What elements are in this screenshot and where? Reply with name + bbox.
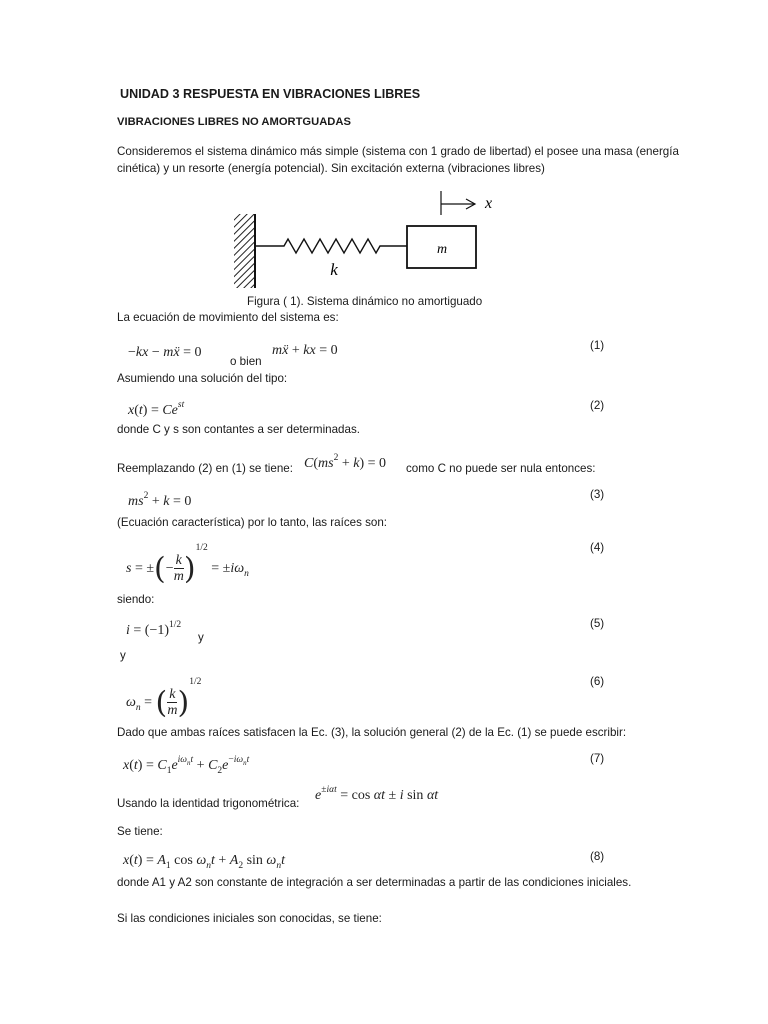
o-bien-text: o bien [230, 355, 262, 368]
paragraph-dado: Dado que ambas raíces satisfacen la Ec. (3), la solución general (2) de la Ec. (1) se puede escribir: [117, 726, 627, 739]
equation-number-2: (2) [590, 399, 605, 412]
paragraph-assume: Asumiendo una solución del tipo: [117, 372, 288, 385]
equation-number-8: (8) [590, 850, 605, 863]
equation-1a: −kx − mẍ = 0 [128, 345, 202, 360]
intro-paragraph-line-1: Consideremos el sistema dinámico más simple (sistema con 1 grado de libertad) el posee una masa (energía [117, 145, 679, 158]
equation-euler-identity: $e^{\pm i\alpha t} = \cos \alpha t \pm i$ sin αt [315, 785, 439, 803]
equation-1b: mẍ + kx = 0 [272, 343, 338, 358]
equation-4: s = ±(− $\frac{k}{m}$ )$^{1/2} = \pm i\omega_n$ [126, 543, 249, 587]
y-text-1: y [198, 631, 204, 644]
page-title: UNIDAD 3 RESPUESTA EN VIBRACIONES LIBRES [120, 87, 421, 101]
intro-paragraph-line-2: cinética) y un resorte (energía potencial). Sin excitación externa (vibraciones libres) [117, 162, 545, 175]
equation-7: $x(t) = C_1e^{i\omega_nt} + C_2e^{-i\omega_nt}$ [123, 755, 250, 776]
equation-number-5: (5) [590, 617, 605, 630]
y-text-2: y [120, 649, 126, 662]
displacement-label: x [485, 195, 493, 212]
equation-6: $\omega_n$ = ( $\frac{k}{m}$ )$^{1/2}$ [126, 677, 202, 721]
equation-number-6: (6) [590, 675, 605, 688]
paragraph-condiciones: Si las condiciones iniciales son conocidas, se tiene: [117, 912, 382, 925]
equation-number-3: (3) [590, 488, 605, 501]
spring-label: k [330, 260, 338, 279]
paragraph-como-c: como C no puede ser nula entonces: [406, 462, 596, 475]
equation-8: $x(t) = A_1$ $\cos \omega_nt + A_2$ $\sin \omega_nt$ [123, 853, 285, 871]
mass-label: m [436, 242, 448, 257]
equation-number-4: (4) [590, 541, 605, 554]
section-subtitle: VIBRACIONES LIBRES NO AMORTGUADAS [117, 116, 351, 128]
paragraph-siendo: siendo: [117, 593, 155, 606]
figure-caption: Figura ( 1). Sistema dinámico no amortiguado [247, 295, 483, 308]
spring [255, 239, 407, 253]
paragraph-se-tiene: Se tiene: [117, 825, 163, 838]
paragraph-motion: La ecuación de movimiento del sistema es: [117, 311, 339, 324]
equation-number-7: (7) [590, 752, 605, 765]
spring-mass-figure [230, 188, 510, 293]
paragraph-caracteristica: (Ecuación característica) por lo tanto, las raíces son: [117, 516, 387, 529]
fixed-wall [234, 214, 254, 288]
equation-substitution: $C(ms^2 + k) = 0$ [304, 453, 387, 471]
paragraph-donde-a: donde A1 y A2 son constante de integración a ser determinadas a partir de las condiciones iniciales. [117, 876, 632, 889]
paragraph-donde-c-s: donde C y s son contantes a ser determinadas. [117, 423, 360, 436]
equation-2: $x(t) = Ce^{st}$ [128, 400, 185, 418]
equation-5: $i = (-1)^{1/2}$ [126, 620, 182, 638]
equation-number-1: (1) [590, 339, 605, 352]
paragraph-reemplazando: Reemplazando (2) en (1) se tiene: [117, 462, 293, 475]
equation-3: $ms^2 + k = 0$ [128, 491, 192, 509]
paragraph-usando: Usando la identidad trigonométrica: [117, 797, 300, 810]
